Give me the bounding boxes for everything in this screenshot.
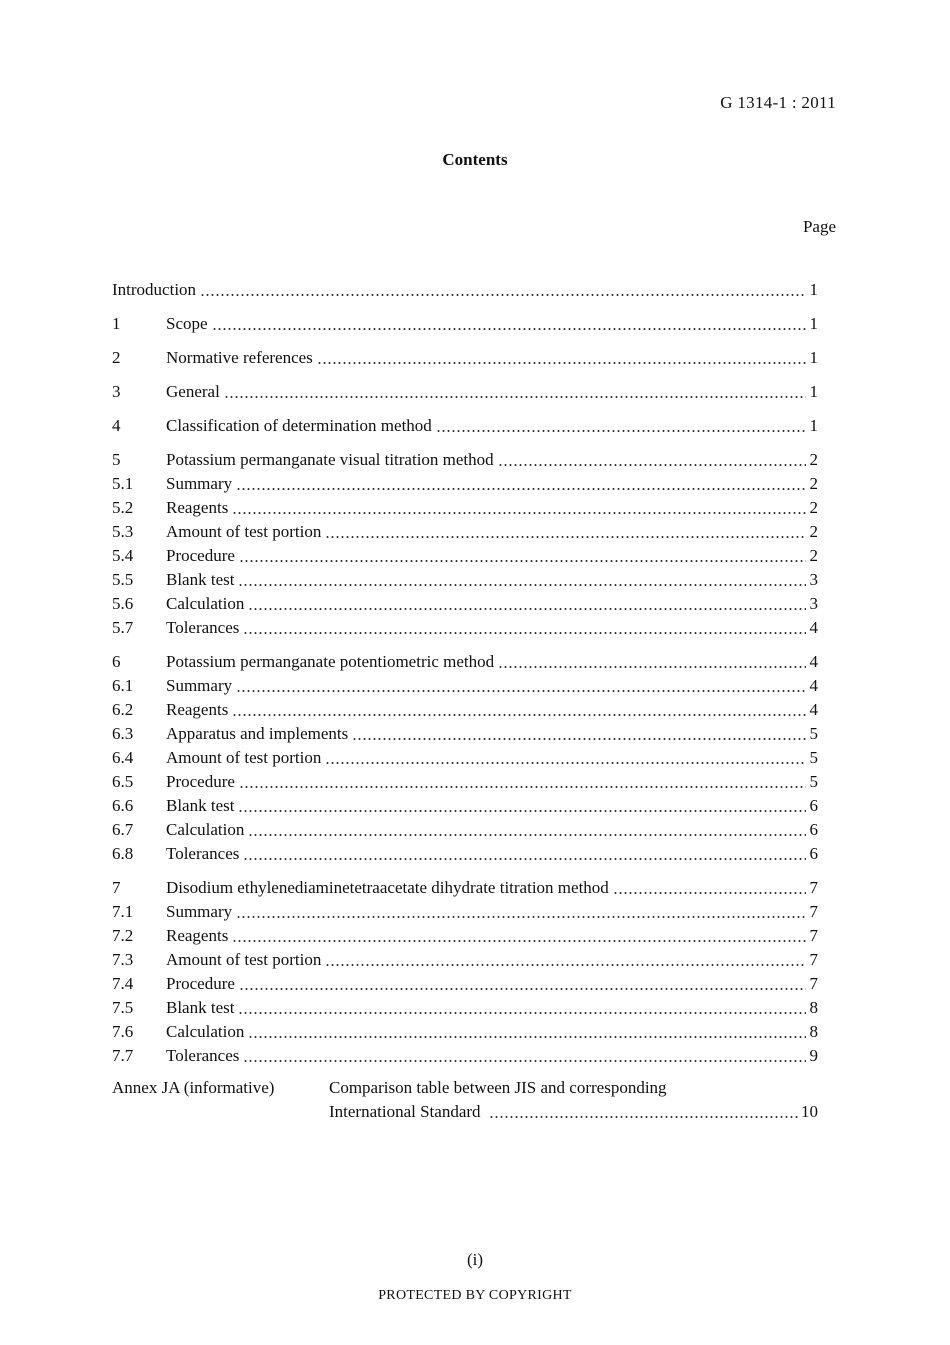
toc-entry-title: Normative references (166, 348, 313, 367)
toc-entry[interactable] (112, 474, 818, 498)
dot-leader (489, 1116, 799, 1118)
toc-entry-page: 9 (809, 1046, 818, 1065)
toc-entry-page: 1 (809, 416, 818, 435)
toc-entry-page: 7 (809, 926, 818, 945)
table-of-contents (112, 280, 818, 1126)
dot-leader (325, 536, 805, 538)
toc-entry[interactable] (112, 998, 818, 1022)
toc-entry-number: 7.1 (112, 902, 134, 921)
dot-leader (232, 940, 805, 942)
toc-entry-page: 7 (809, 950, 818, 969)
dot-leader (243, 1060, 805, 1062)
dot-leader (236, 916, 805, 918)
dot-leader (238, 584, 805, 586)
toc-entry-page: 4 (809, 676, 818, 695)
toc-spacer (112, 406, 818, 416)
toc-entry-page: 5 (809, 748, 818, 767)
dot-leader (236, 488, 805, 490)
toc-entry-title: General (166, 382, 220, 401)
toc-entry-number: 7 (112, 878, 121, 897)
dot-leader (238, 810, 805, 812)
toc-entry[interactable] (112, 700, 818, 724)
toc-entry-title: Amount of test portion (166, 748, 322, 767)
toc-entry-title: Tolerances (166, 618, 240, 637)
toc-entry-title: Procedure (166, 974, 235, 993)
toc-entry-title: Potassium permanganate potentiometric method (166, 652, 495, 671)
toc-spacer (112, 372, 818, 382)
annex-label: Annex JA (informative) (112, 1078, 275, 1097)
dot-leader (325, 762, 805, 764)
dot-leader (239, 988, 806, 990)
toc-entry-number: 2 (112, 348, 121, 367)
toc-entry-page: 2 (809, 546, 818, 565)
toc-entry-number: 1 (112, 314, 121, 333)
toc-entry-page: 1 (809, 382, 818, 401)
toc-entry-number: 6.7 (112, 820, 134, 839)
toc-entry-page: 2 (809, 450, 818, 469)
toc-entry-page: 4 (809, 700, 818, 719)
dot-leader (236, 690, 805, 692)
toc-entry-title: Tolerances (166, 844, 240, 863)
toc-spacer (112, 642, 818, 652)
dot-leader (239, 786, 806, 788)
toc-entry-number: 7.5 (112, 998, 134, 1017)
toc-entry-page: 5 (809, 772, 818, 791)
toc-entry[interactable] (112, 1022, 818, 1046)
toc-entry[interactable] (112, 314, 818, 338)
toc-entry-page: 4 (809, 652, 818, 671)
toc-entry-number: 3 (112, 382, 121, 401)
dot-leader (325, 964, 805, 966)
toc-entry-title: Procedure (166, 772, 235, 791)
toc-entry[interactable] (112, 1046, 818, 1070)
toc-entry-number: 5.2 (112, 498, 134, 517)
dot-leader (243, 632, 805, 634)
toc-entry-number: 5.1 (112, 474, 134, 493)
copyright-notice: PROTECTED BY COPYRIGHT (378, 1288, 572, 1303)
toc-entry-number: 5.5 (112, 570, 134, 589)
toc-entry-page: 6 (809, 820, 818, 839)
annex-title-line1: Comparison table between JIS and corresponding (329, 1078, 667, 1097)
toc-spacer (112, 868, 818, 878)
dot-leader (200, 294, 805, 296)
toc-entry[interactable] (112, 926, 818, 950)
toc-entry[interactable] (112, 522, 818, 546)
dot-leader (239, 560, 806, 562)
toc-entry[interactable] (112, 902, 818, 926)
toc-entry-page: 7 (809, 902, 818, 921)
dot-leader (232, 512, 805, 514)
toc-entry[interactable] (112, 348, 818, 372)
toc-entry-number: 5.3 (112, 522, 134, 541)
toc-entry-number: 5.6 (112, 594, 134, 613)
toc-spacer (112, 440, 818, 450)
toc-entry[interactable] (112, 878, 818, 902)
toc-entry-page: 6 (809, 796, 818, 815)
toc-entry[interactable] (112, 676, 818, 700)
toc-entry-number: 6 (112, 652, 121, 671)
toc-entry-title: Tolerances (166, 1046, 240, 1065)
dot-leader (613, 892, 806, 894)
toc-entry-title: Potassium permanganate visual titration method (166, 450, 494, 469)
toc-entry-title: Blank test (166, 998, 235, 1017)
toc-entry[interactable] (112, 796, 818, 820)
toc-entry[interactable] (112, 594, 818, 618)
toc-entry-title: Summary (166, 474, 233, 493)
dot-leader (352, 738, 805, 740)
toc-entry[interactable] (112, 772, 818, 796)
toc-entry-title: Reagents (166, 498, 229, 517)
toc-entry-page: 1 (809, 348, 818, 367)
dot-leader (248, 1036, 805, 1038)
toc-entry-page: 6 (809, 844, 818, 863)
toc-entry-page: 8 (809, 1022, 818, 1041)
toc-entry-title: Blank test (166, 796, 235, 815)
toc-entry-page: 7 (809, 974, 818, 993)
toc-entry-page: 5 (809, 724, 818, 743)
toc-entry-page: 3 (809, 594, 818, 613)
page-column-label: Page (802, 217, 836, 236)
dot-leader (436, 430, 806, 432)
toc-annex-entry[interactable] (112, 1078, 818, 1126)
toc-entry-number: 4 (112, 416, 121, 435)
dot-leader (498, 666, 805, 668)
toc-entry[interactable] (112, 546, 818, 570)
dot-leader (243, 858, 805, 860)
toc-entry-page: 2 (809, 522, 818, 541)
toc-entry-title: Amount of test portion (166, 522, 322, 541)
dot-leader (232, 714, 805, 716)
toc-entry[interactable] (112, 724, 818, 748)
toc-entry-title: Calculation (166, 820, 245, 839)
toc-entry-number: 5 (112, 450, 121, 469)
toc-entry[interactable] (112, 382, 818, 406)
toc-entry[interactable] (112, 570, 818, 594)
toc-entry-number: 7.4 (112, 974, 134, 993)
toc-entry-page: 7 (809, 878, 818, 897)
toc-entry-title: Summary (166, 902, 233, 921)
toc-entry-title: Apparatus and implements (166, 724, 349, 743)
toc-entry-number: 7.6 (112, 1022, 134, 1041)
toc-entry[interactable] (112, 652, 818, 676)
toc-entry-number: 6.8 (112, 844, 134, 863)
toc-entry-title: Blank test (166, 570, 235, 589)
toc-entry-number: 7.3 (112, 950, 134, 969)
toc-entry[interactable] (112, 450, 818, 474)
toc-entry-number: 7.2 (112, 926, 134, 945)
toc-entry-number: 6.3 (112, 724, 134, 743)
toc-entry-title: Calculation (166, 1022, 245, 1041)
toc-entry-title: Summary (166, 676, 233, 695)
toc-entry-title: Amount of test portion (166, 950, 322, 969)
annex-title-line2: International Standard (329, 1102, 481, 1121)
toc-entry-page: 2 (809, 474, 818, 493)
toc-entry[interactable] (112, 820, 818, 844)
toc-entry-title: Classification of determination method (166, 416, 432, 435)
toc-entry[interactable] (112, 416, 818, 440)
toc-entry-page: 1 (809, 280, 818, 299)
toc-entry-page: 1 (809, 314, 818, 333)
toc-entry[interactable] (112, 618, 818, 642)
dot-leader (212, 328, 806, 330)
toc-entry-title: Procedure (166, 546, 235, 565)
toc-entry-page: 2 (809, 498, 818, 517)
toc-entry-page: 8 (809, 998, 818, 1017)
toc-entry-title: Calculation (166, 594, 245, 613)
dot-leader (498, 464, 806, 466)
document-number: G 1314-1 : 2011 (720, 93, 836, 112)
toc-spacer (112, 338, 818, 348)
toc-entry-title: Reagents (166, 700, 229, 719)
toc-entry-page: 4 (809, 618, 818, 637)
toc-entry[interactable] (112, 844, 818, 868)
annex-title-line2-row (329, 1102, 818, 1126)
annex-page: 10 (801, 1102, 818, 1121)
dot-leader (248, 608, 805, 610)
toc-entry[interactable] (112, 748, 818, 772)
toc-entry-number: 6.2 (112, 700, 134, 719)
annex-body (329, 1078, 818, 1126)
toc-entry-number: 5.4 (112, 546, 134, 565)
dot-leader (248, 834, 805, 836)
toc-entry[interactable] (112, 280, 818, 304)
toc-entry-number: 6.1 (112, 676, 134, 695)
toc-entry-number: 5.7 (112, 618, 134, 637)
toc-entry-number: 7.7 (112, 1046, 134, 1065)
toc-entry-title: Scope (166, 314, 208, 333)
dot-leader (317, 362, 806, 364)
toc-entry-number: 6.4 (112, 748, 134, 767)
dot-leader (224, 396, 806, 398)
toc-spacer (112, 304, 818, 314)
toc-entry-title: Introduction (112, 280, 197, 299)
page-folio: (i) (466, 1250, 484, 1269)
toc-entry-page: 3 (809, 570, 818, 589)
toc-entry[interactable] (112, 974, 818, 998)
toc-entry-number: 6.6 (112, 796, 134, 815)
page-title: Contents (442, 150, 508, 169)
toc-entry-title: Disodium ethylenediaminetetraacetate dihydrate titration method (166, 878, 609, 897)
toc-entry[interactable] (112, 950, 818, 974)
dot-leader (238, 1012, 805, 1014)
toc-entry[interactable] (112, 498, 818, 522)
toc-entry-title: Reagents (166, 926, 229, 945)
toc-entry-number: 6.5 (112, 772, 134, 791)
